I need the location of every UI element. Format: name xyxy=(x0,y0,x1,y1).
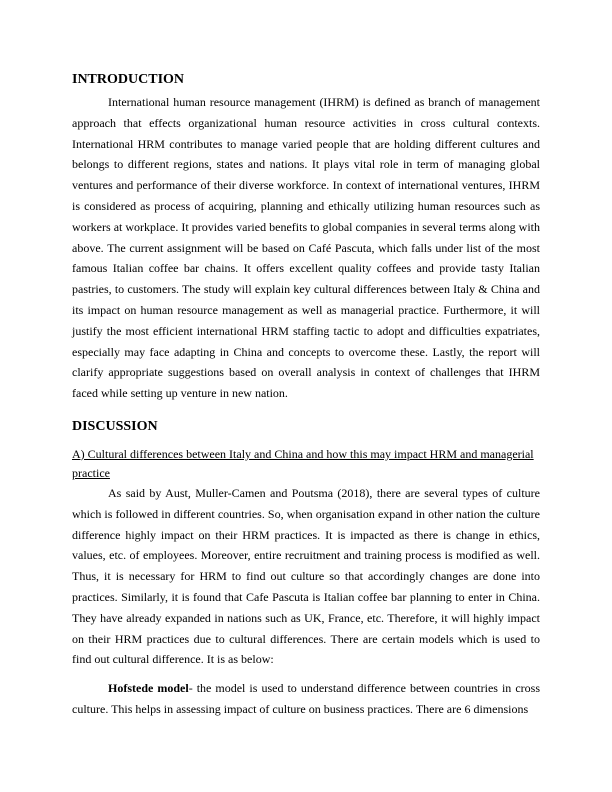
hofstede-term: Hofstede model xyxy=(108,681,189,696)
section-a-paragraph: As said by Aust, Muller-Camen and Poutsma (2018), there are several types of culture which is followed in different countries. So, when organisation expand in other nation the culture difference highly impact on their HRM practices. It is impacted as there is change in ethics, values, etc. of employees. Moreover, entire recruitment and training process is modified as well. Thus, it is necessary for HRM to find out culture so that accordingly changes are done into practices. Similarly, it is found that Cafe Pascuta is Italian coffee bar planning to enter in China. They have already expanded in nations such as UK, France, etc. Therefore, it will highly impact on their HRM practices due to cultural differences. There are certain models which is used to find out cultural difference. It is as below: xyxy=(72,485,540,667)
hofstede-paragraph xyxy=(72,678,540,720)
introduction-heading: INTRODUCTION xyxy=(72,72,185,87)
section-a-subheading: A) Cultural differences between Italy and China and how this may impact HRM and managerial practice xyxy=(72,446,534,480)
document-page xyxy=(72,70,540,720)
discussion-heading: DISCUSSION xyxy=(72,418,158,434)
hofstede-text: - the model is used to understand difference between countries in cross culture. This helps in assessing impact of culture on business practices. There are 6 dimensions xyxy=(72,681,540,716)
introduction-paragraph: International human resource management (IHRM) is defined as branch of management approach that effects organizational human resource activities in cross cultural contexts. International HRM contributes to manage varied people that are holding different cultures and belongs to different regions, states and nations. It plays vital role in term of managing global ventures and performance of their diverse workforce. In context of international ventures, IHRM is considered as process of acquiring, planning and ethically utilizing human resources such as workers at workplace. It provides varied benefits to global companies in several terms along with above. The current assignment will be based on Café Pascuta, which falls under list of the most famous Italian coffee bar chains. It offers excellent quality coffees and provide tasty Italian pastries, to customers. The study will explain key cultural differences between Italy & China and its impact on human resource management as well as managerial practice. Furthermore, it will justify the most efficient international HRM staffing tactic to adopt and difficulties expatriates, especially may face adapting in China and concepts to overcome these. Lastly, the report will clarify appropriate suggestions based on overall analysis in context of challenges that IHRM faced while setting up venture in new nation. xyxy=(72,95,540,401)
